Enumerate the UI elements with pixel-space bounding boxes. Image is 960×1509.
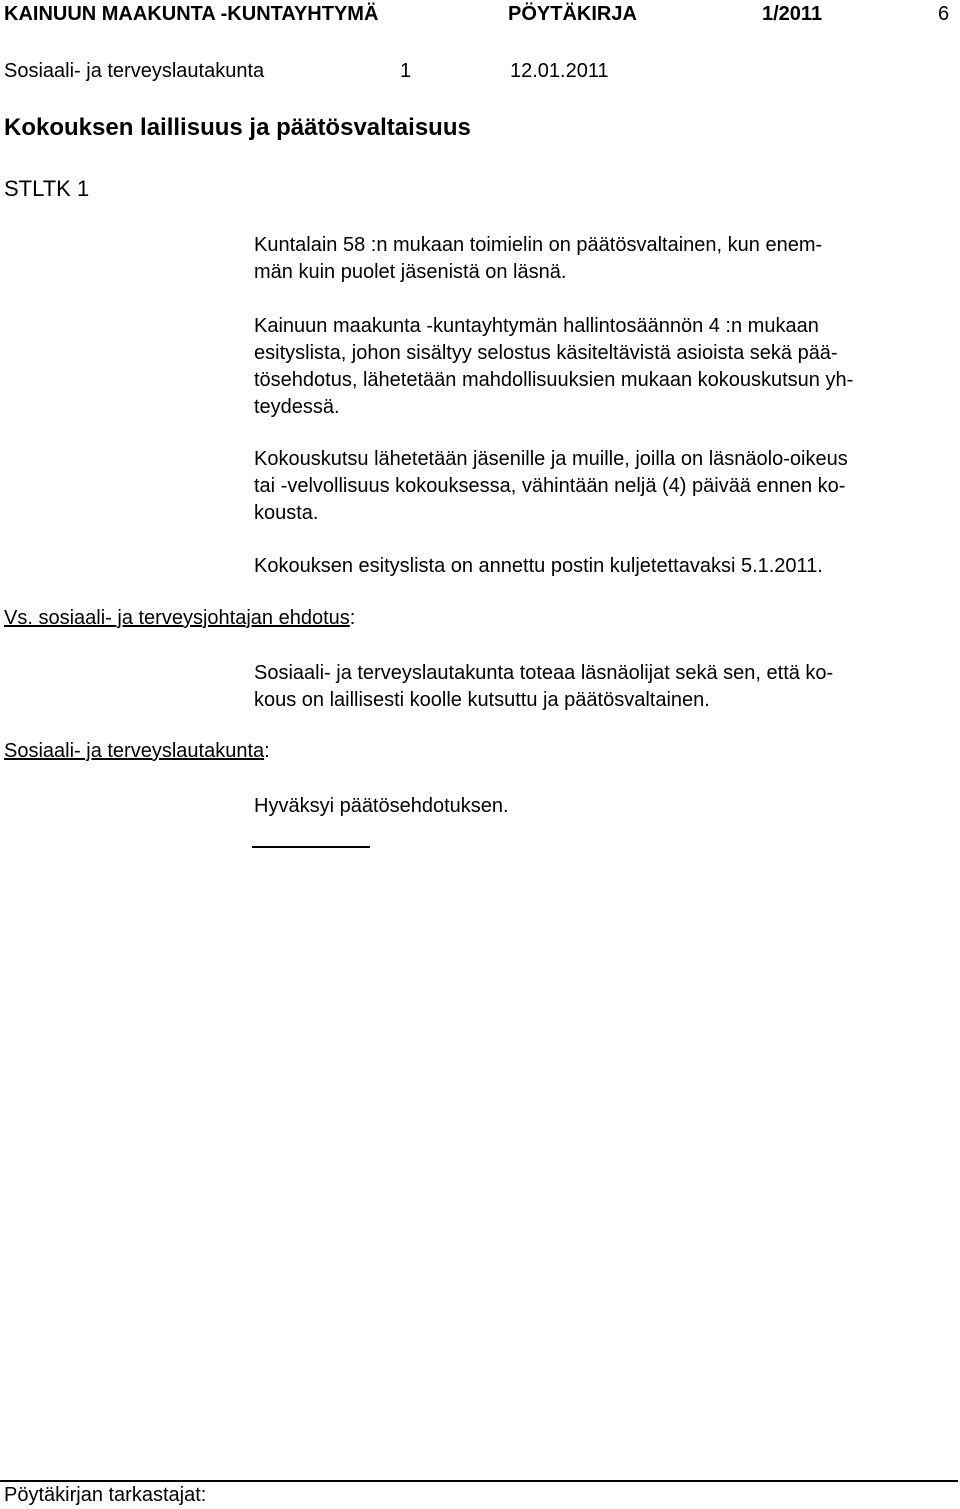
- section-number: 1: [400, 60, 412, 82]
- proposal-label-text: Vs. sosiaali- ja terveysjohtajan ehdotus: [4, 607, 350, 629]
- decision-label: [4, 740, 270, 763]
- footer-reviewers-label: Pöytäkirjan tarkastajat:: [4, 1484, 207, 1506]
- proposal-text: [254, 660, 934, 714]
- page-number: 6: [938, 3, 950, 25]
- committee-name: Sosiaali- ja terveyslautakunta: [4, 60, 265, 82]
- document-number: 1/2011: [762, 3, 823, 25]
- decision-label-text: Sosiaali- ja terveyslautakunta: [4, 740, 265, 762]
- organization-name: KAINUUN MAAKUNTA -KUNTAYHTYMÄ: [4, 3, 379, 25]
- paragraph-text: Kuntalain 58 :n mukaan toimielin on päätösvaltainen, kun enem- män kuin puolet jäsenistä on läsnä.: [254, 234, 823, 283]
- decision-text: [254, 793, 934, 820]
- paragraph-mailing: [254, 553, 934, 580]
- proposal-label-colon: :: [349, 607, 356, 629]
- meeting-date: 12.01.2011: [510, 60, 609, 82]
- paragraph-quorum: [254, 232, 934, 286]
- paragraph-agenda: [254, 313, 934, 421]
- footer-divider: [0, 1480, 958, 1482]
- decision-text-body: Hyväksyi päätösehdotuksen.: [254, 795, 509, 817]
- paragraph-text: Kokouskutsu lähetetään jäsenille ja muille, joilla on läsnäolo-oikeus tai -velvollisuus kokouksessa, vähintään neljä (4) päivää ennen ko- kousta.: [254, 448, 848, 524]
- paragraph-invitation: [254, 446, 934, 527]
- paragraph-text: Kokouksen esityslista on annettu postin kuljetettavaksi 5.1.2011.: [254, 555, 823, 577]
- proposal-text-body: Sosiaali- ja terveyslautakunta toteaa läsnäolijat sekä sen, että ko- kous on laillisesti koolle kutsuttu ja päätösvaltainen.: [254, 662, 834, 711]
- section-reference: STLTK 1: [4, 176, 90, 201]
- signature-line: [252, 846, 370, 848]
- decision-label-colon: :: [264, 740, 270, 762]
- proposal-label: [4, 607, 355, 630]
- paragraph-text: Kainuun maakunta -kuntayhtymän hallintosäännön 4 :n mukaan esityslista, johon sisältyy selostus käsiteltävistä asioista sekä pää- tösehdotus, lähetetään mahdollisuuksien mukaan kokouskutsun yh- teydessä.: [254, 315, 854, 418]
- document-type: PÖYTÄKIRJA: [508, 3, 637, 25]
- page-title: Kokouksen laillisuus ja päätösvaltaisuus: [4, 114, 471, 141]
